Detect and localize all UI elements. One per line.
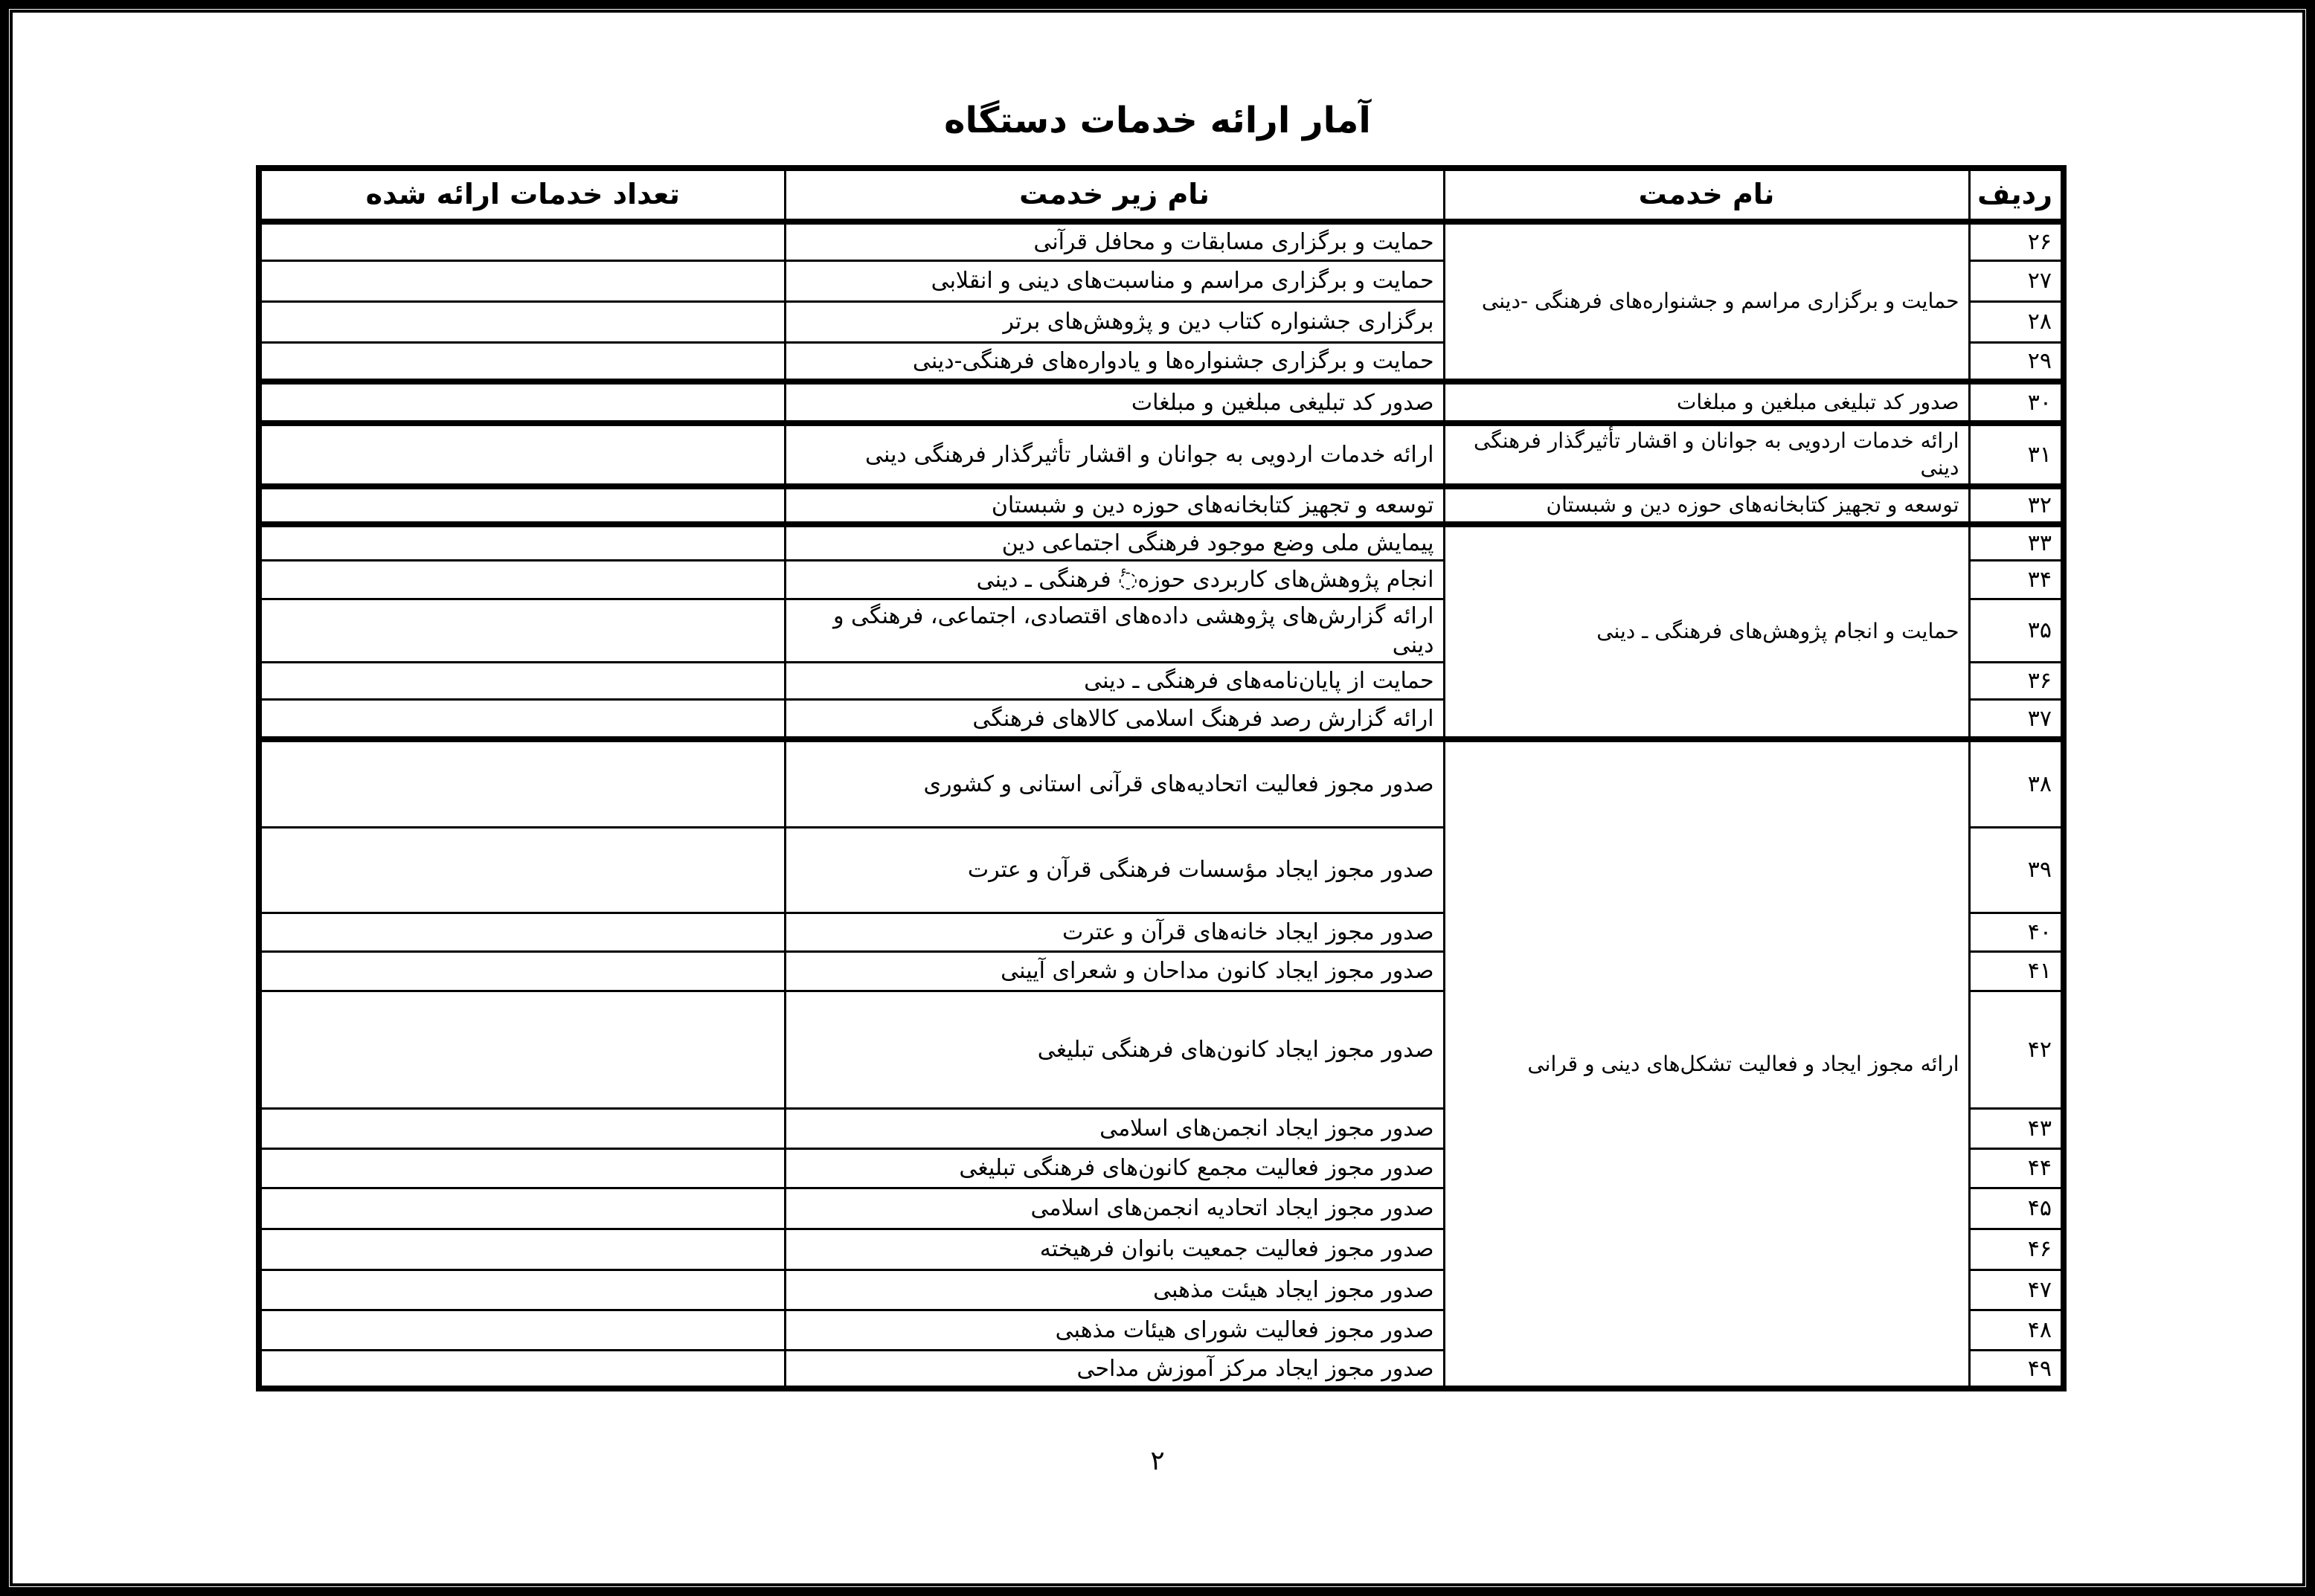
cell-count bbox=[259, 1310, 785, 1350]
cell-radif: ۲۹ bbox=[1969, 342, 2064, 382]
table-header-row bbox=[259, 168, 2064, 222]
cell-subservice: انجام پژوهش‌های کاربردی حوزه◌ٔ فرهنگی ـ دینی bbox=[785, 560, 1444, 599]
cell-count bbox=[259, 827, 785, 913]
header-subservice: نام زیر خدمت bbox=[785, 168, 1444, 222]
cell-count bbox=[259, 342, 785, 382]
cell-radif: ۳۹ bbox=[1969, 827, 2064, 913]
page-title: آمار ارائه خدمات دستگاه bbox=[944, 100, 1371, 141]
cell-count bbox=[259, 739, 785, 827]
cell-count bbox=[259, 560, 785, 599]
services-table bbox=[256, 165, 2067, 1391]
cell-radif: ۴۴ bbox=[1969, 1148, 2064, 1188]
table-row bbox=[259, 382, 2064, 423]
cell-radif: ۲۷ bbox=[1969, 260, 2064, 301]
cell-subservice: برگزاری جشنواره کتاب دین و پژوهش‌های برتر bbox=[785, 301, 1444, 342]
cell-count bbox=[259, 1270, 785, 1310]
cell-subservice: ارائه گزارش‌های پژوهشی داده‌های اقتصادی، اجتماعی، فرهنگی و دینی bbox=[785, 599, 1444, 662]
cell-radif: ۳۷ bbox=[1969, 699, 2064, 739]
cell-count bbox=[259, 662, 785, 699]
cell-count bbox=[259, 599, 785, 662]
cell-radif: ۲۸ bbox=[1969, 301, 2064, 342]
cell-subservice: صدور مجوز ایجاد مؤسسات فرهنگی قرآن و عترت bbox=[785, 827, 1444, 913]
cell-count bbox=[259, 1148, 785, 1188]
cell-count bbox=[259, 1350, 785, 1389]
cell-subservice: صدور مجوز ایجاد انجمن‌های اسلامی bbox=[785, 1108, 1444, 1148]
cell-count bbox=[259, 260, 785, 301]
cell-radif: ۴۹ bbox=[1969, 1350, 2064, 1389]
cell-radif: ۴۵ bbox=[1969, 1188, 2064, 1229]
services-table-wrapper bbox=[256, 165, 2067, 1391]
cell-service: حمایت و برگزاری مراسم و جشنواره‌های فرهنگی -دینی bbox=[1444, 222, 1969, 382]
cell-subservice: صدور مجوز فعالیت جمعیت بانوان فرهیخته bbox=[785, 1229, 1444, 1270]
table-row bbox=[259, 423, 2064, 486]
cell-radif: ۳۱ bbox=[1969, 423, 2064, 486]
cell-subservice: صدور مجوز ایجاد اتحادیه انجمن‌های اسلامی bbox=[785, 1188, 1444, 1229]
cell-service: حمایت و انجام پژوهش‌های فرهنگی ـ دینی bbox=[1444, 524, 1969, 740]
cell-subservice: صدور کد تبلیغی مبلغین و مبلغات bbox=[785, 382, 1444, 423]
cell-radif: ۳۴ bbox=[1969, 560, 2064, 599]
cell-subservice: حمایت و برگزاری جشنواره‌ها و یادواره‌های فرهنگی-دینی bbox=[785, 342, 1444, 382]
table-row bbox=[259, 222, 2064, 260]
cell-subservice: صدور مجوز ایجاد مرکز آموزش مداحی bbox=[785, 1350, 1444, 1389]
cell-radif: ۴۷ bbox=[1969, 1270, 2064, 1310]
cell-radif: ۴۱ bbox=[1969, 951, 2064, 991]
cell-count bbox=[259, 486, 785, 524]
header-service: نام خدمت bbox=[1444, 168, 1969, 222]
table-row bbox=[259, 524, 2064, 561]
cell-radif: ۳۰ bbox=[1969, 382, 2064, 423]
cell-radif: ۳۸ bbox=[1969, 739, 2064, 827]
cell-count bbox=[259, 423, 785, 486]
cell-count bbox=[259, 991, 785, 1108]
cell-subservice: ارائه خدمات اردویی به جوانان و اقشار تأثیرگذار فرهنگی دینی bbox=[785, 423, 1444, 486]
cell-radif: ۴۲ bbox=[1969, 991, 2064, 1108]
page-number: ۲ bbox=[1150, 1446, 1165, 1476]
cell-service: ارائه خدمات اردویی به جوانان و اقشار تأثیرگذار فرهنگی دینی bbox=[1444, 423, 1969, 486]
table-row bbox=[259, 486, 2064, 524]
cell-service: صدور کد تبلیغی مبلغین و مبلغات bbox=[1444, 382, 1969, 423]
header-radif: ردیف bbox=[1969, 168, 2064, 222]
cell-count bbox=[259, 222, 785, 260]
cell-subservice: صدور مجوز ایجاد هیئت مذهبی bbox=[785, 1270, 1444, 1310]
cell-radif: ۳۶ bbox=[1969, 662, 2064, 699]
cell-service: توسعه و تجهیز کتابخانه‌های حوزه دین و شبستان bbox=[1444, 486, 1969, 524]
cell-subservice: حمایت و برگزاری مراسم و مناسبت‌های دینی و انقلابی bbox=[785, 260, 1444, 301]
cell-radif: ۲۶ bbox=[1969, 222, 2064, 260]
cell-count bbox=[259, 382, 785, 423]
cell-radif: ۴۳ bbox=[1969, 1108, 2064, 1148]
cell-count bbox=[259, 524, 785, 561]
cell-subservice: صدور مجوز فعالیت شورای هیئات مذهبی bbox=[785, 1310, 1444, 1350]
cell-subservice: صدور مجوز ایجاد کانون مداحان و شعرای آیینی bbox=[785, 951, 1444, 991]
cell-radif: ۴۶ bbox=[1969, 1229, 2064, 1270]
cell-subservice: حمایت و برگزاری مسابقات و محافل قرآنی bbox=[785, 222, 1444, 260]
cell-count bbox=[259, 913, 785, 951]
cell-count bbox=[259, 951, 785, 991]
cell-subservice: صدور مجوز ایجاد خانه‌های قرآن و عترت bbox=[785, 913, 1444, 951]
cell-subservice: ارائه گزارش رصد فرهنگ اسلامی کالاهای فرهنگی bbox=[785, 699, 1444, 739]
cell-subservice: پیمایش ملی وضع موجود فرهنگی اجتماعی دین bbox=[785, 524, 1444, 561]
cell-count bbox=[259, 699, 785, 739]
cell-service: ارائه مجوز ایجاد و فعالیت تشکل‌های دینی و قرانی bbox=[1444, 739, 1969, 1389]
cell-radif: ۴۰ bbox=[1969, 913, 2064, 951]
cell-count bbox=[259, 1108, 785, 1148]
cell-count bbox=[259, 301, 785, 342]
cell-subservice: صدور مجوز فعالیت مجمع کانون‌های فرهنگی تبلیغی bbox=[785, 1148, 1444, 1188]
cell-radif: ۴۸ bbox=[1969, 1310, 2064, 1350]
cell-subservice: صدور مجوز فعالیت اتحادیه‌های قرآنی استانی و کشوری bbox=[785, 739, 1444, 827]
header-count: تعداد خدمات ارائه شده bbox=[259, 168, 785, 222]
table-row bbox=[259, 739, 2064, 827]
cell-radif: ۳۲ bbox=[1969, 486, 2064, 524]
cell-subservice: توسعه و تجهیز کتابخانه‌های حوزه دین و شبستان bbox=[785, 486, 1444, 524]
cell-count bbox=[259, 1188, 785, 1229]
cell-radif: ۳۳ bbox=[1969, 524, 2064, 561]
cell-count bbox=[259, 1229, 785, 1270]
cell-subservice: حمایت از پایان‌نامه‌های فرهنگی ـ دینی bbox=[785, 662, 1444, 699]
cell-radif: ۳۵ bbox=[1969, 599, 2064, 662]
cell-subservice: صدور مجوز ایجاد کانون‌های فرهنگی تبلیغی bbox=[785, 991, 1444, 1108]
